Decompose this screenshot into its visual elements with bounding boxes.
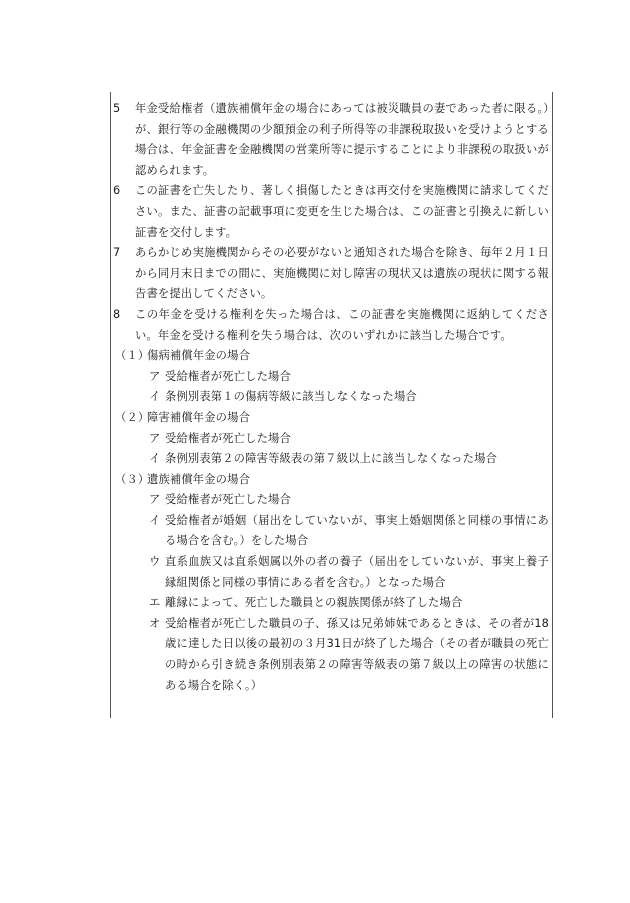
item-marker: ア: [149, 431, 161, 445]
section-title: 障害補償年金の場合: [147, 410, 251, 424]
item-text: 受給権者が死亡した場合: [165, 369, 291, 383]
paragraph-6: [113, 181, 549, 243]
list-item: [113, 552, 549, 593]
section-number: （２）: [115, 410, 150, 424]
item-marker: ア: [149, 369, 161, 383]
item-marker: イ: [149, 513, 161, 527]
item-text: 条例別表第２の障害等級表の第７級以上に該当しなくなった場合: [165, 452, 497, 466]
item-text: 離縁によって、死亡した職員との親族関係が終了した場合: [165, 596, 463, 610]
item-marker: エ: [149, 596, 161, 610]
item-marker: イ: [149, 390, 161, 404]
section-1-heading: [113, 346, 549, 367]
section-2-heading: [113, 408, 549, 429]
item-text: 受給権者が死亡した場合: [165, 431, 291, 445]
paragraph-number: 6: [113, 184, 121, 198]
item-marker: ア: [149, 493, 161, 507]
paragraph-8: [113, 305, 549, 346]
list-item: [113, 511, 549, 552]
item-marker: ウ: [149, 555, 161, 569]
item-text: 直系血族又は直系姻属以外の者の養子（届出をしていないが、事実上養子縁組関係と同様の事情にある者を含む。）となった場合: [165, 555, 549, 589]
item-marker: オ: [149, 616, 161, 630]
paragraph-7: [113, 243, 549, 305]
item-text: 受給権者が婚姻（届出をしていないが、事実上婚姻関係と同様の事情にある場合を含む。）をした場合: [165, 513, 549, 548]
paragraph-number: 5: [113, 102, 121, 115]
list-item: [113, 449, 549, 470]
paragraph-text: あらかじめ実施機関からその必要がないと通知された場合を除き、毎年２月１日から同月末日までの間に、実施機関に対し障害の現状又は遺族の現状に関する報告書を提出してください。: [135, 246, 549, 301]
item-text: 受給権者が死亡した場合: [165, 493, 291, 507]
item-text: 条例別表第１の傷病等級に該当しなくなった場合: [165, 390, 417, 404]
item-text: 受給権者が死亡した職員の子、孫又は兄弟姉妹であるときは、その者が18歳に達した日以後の最初の３月31日が終了した場合（その者が職員の死亡の時から引き続き条例別表第２の障害等級表の第７級以上の障害の状態にある場合を除く。）: [165, 616, 549, 692]
section-number: （１）: [115, 349, 150, 363]
section-3-heading: [113, 470, 549, 491]
paragraph-number: 8: [113, 307, 121, 321]
list-item: [113, 490, 549, 511]
list-item: [113, 367, 549, 388]
paragraph-number: 7: [113, 246, 121, 260]
section-title: 遺族補償年金の場合: [147, 472, 251, 486]
list-item: [113, 614, 549, 696]
list-item: [113, 593, 549, 614]
document-body: [113, 99, 549, 696]
paragraph-text: この証書を亡失したり、著しく損傷したときは再交付を実施機関に請求してください。また、証書の記載事項に変更を生じた場合は、この証書と引換えに新しい証書を交付します。: [135, 184, 549, 239]
item-marker: イ: [149, 452, 161, 466]
paragraph-text: 年金受給権者（遺族補償年金の場合にあっては被災職員の妻であった者に限る。）が、銀行等の金融機関の少額預金の利子所得等の非課税取扱いを受けようとする場合は、年金証書を金融機関の営業所等に提示することにより非課税の取扱いが認められます。: [135, 102, 549, 177]
list-item: [113, 387, 549, 408]
section-title: 傷病補償年金の場合: [147, 349, 251, 363]
section-number: （３）: [115, 472, 150, 486]
list-item: [113, 429, 549, 450]
paragraph-text: この年金を受ける権利を失った場合は、この証書を実施機関に返納してください。年金を受ける権利を失う場合は、次のいずれかに該当した場合です。: [135, 307, 549, 342]
paragraph-5: [113, 99, 549, 181]
